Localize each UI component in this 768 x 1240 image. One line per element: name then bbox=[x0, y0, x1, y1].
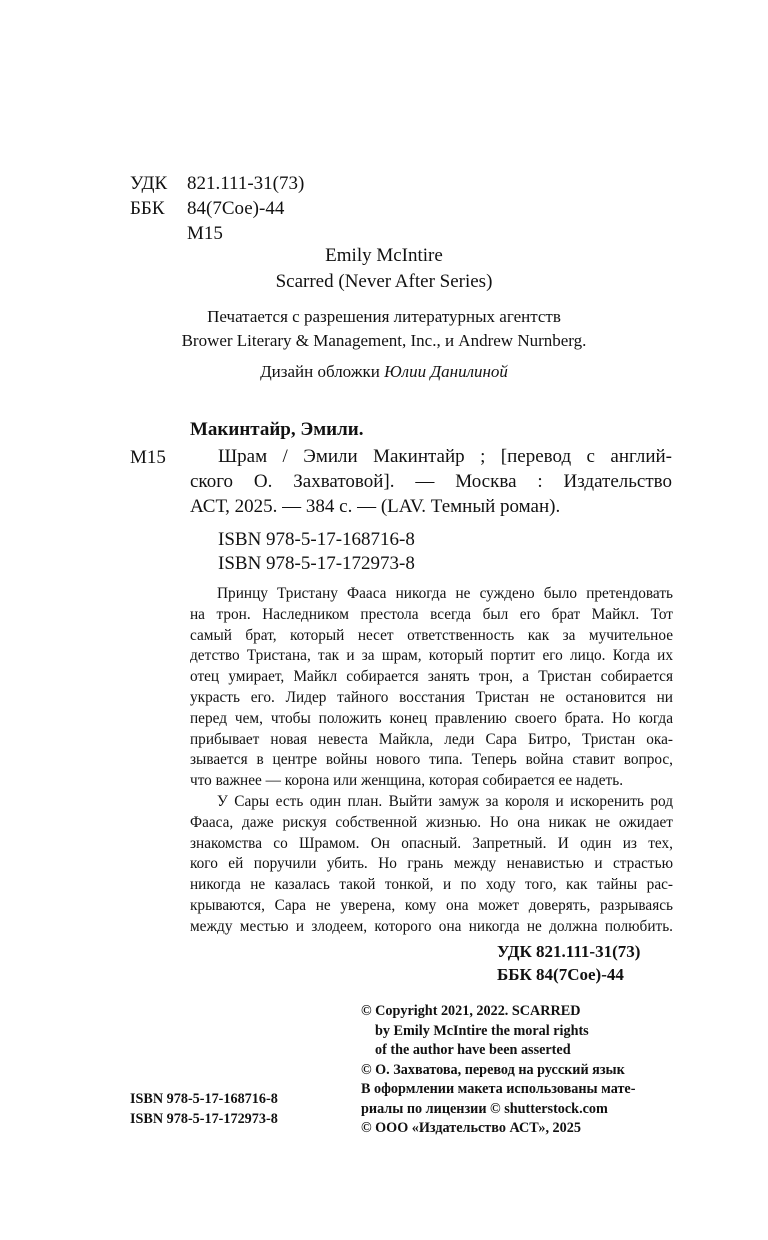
entry-line: АСТ, 2025. — 384 с. — (LAV. Темный роман). bbox=[190, 496, 561, 517]
permission-line-1: Печатается с разрешения литературных агентств bbox=[207, 307, 561, 326]
entry-isbn: ISBN 978-5-17-172973-8 bbox=[218, 553, 415, 574]
annotation-line: перед чем, чтобы положить конец правлению своего брата. Но когда bbox=[190, 709, 673, 727]
bbk-row bbox=[130, 196, 304, 221]
annotation-line: прибывает новая невеста Майкла, леди Сара Битро, Тристан ока- bbox=[190, 730, 673, 748]
copyright-line: © О. Захватова, перевод на русский язык bbox=[361, 1061, 625, 1078]
annotation-line: украсть его. Лидер тайного восстания Тристан не остановится ни bbox=[190, 688, 673, 706]
cover-designer: Юлии Данилиной bbox=[384, 362, 508, 381]
copyright-line: © Copyright 2021, 2022. SCARRED bbox=[361, 1003, 581, 1019]
original-author: Emily McIntire bbox=[325, 245, 443, 266]
entry-mark: М15 bbox=[130, 447, 166, 468]
annotation-line: зывается в центре войны нового типа. Теперь война ставит вопрос, bbox=[190, 751, 673, 769]
entry-isbn-block bbox=[218, 528, 415, 576]
codes-right bbox=[497, 940, 640, 986]
annotation-line: отец умирает, Майкл собирается занять трон, а Тристан собирается bbox=[190, 668, 673, 686]
copyright-block bbox=[361, 1002, 635, 1139]
copyright-line: by Emily McIntire the moral rights bbox=[375, 1022, 589, 1039]
bbk-code: ББК 84(7Сое)-44 bbox=[497, 965, 624, 984]
original-title: Scarred (Never After Series) bbox=[275, 271, 493, 292]
annotation-line: крываются, Сара не уверена, кому она может доверять, разрываясь bbox=[190, 896, 673, 914]
entry-line: Шрам / Эмили Макинтайр ; [перевод с англий- bbox=[218, 446, 672, 467]
annotation-line: У Сары есть один план. Выйти замуж за короля и искоренить род bbox=[217, 792, 673, 810]
udk-row bbox=[130, 171, 304, 196]
annotation bbox=[190, 584, 673, 938]
annotation-line: знакомства со Шрамом. Он опасный. Запретный. И один из тех, bbox=[190, 834, 673, 852]
bottom-isbn: ISBN 978-5-17-168716-8 bbox=[130, 1091, 278, 1107]
bbk-label: ББК bbox=[130, 198, 165, 219]
cover-design-label: Дизайн обложки bbox=[260, 362, 380, 381]
annotation-line: что важнее — корона или женщина, которая собирается ее надеть. bbox=[190, 772, 624, 790]
author-mark: М15 bbox=[187, 223, 223, 244]
udk-value: 821.111-31(73) bbox=[187, 173, 305, 194]
permission-line-2: Brower Literary & Management, Inc., и Andrew Nurnberg. bbox=[181, 331, 587, 350]
annotation-line: Фааса, даже рискуя собственной жизнью. Но она никак не ожидает bbox=[190, 813, 673, 831]
copyright-line: риалы по лицензии © shutterstock.com bbox=[361, 1100, 608, 1117]
classification-block bbox=[130, 171, 304, 246]
bbk-value: 84(7Сое)-44 bbox=[187, 198, 285, 219]
cover-design-credit bbox=[0, 362, 768, 382]
udk-code: УДК 821.111-31(73) bbox=[497, 942, 641, 961]
entry-line: ского О. Захватовой]. — Москва : Издательство bbox=[190, 471, 672, 492]
annotation-line: Принцу Тристану Фааса никогда не суждено было претендовать bbox=[217, 585, 673, 602]
copyright-line: of the author have been asserted bbox=[375, 1042, 571, 1058]
bottom-isbn: ISBN 978-5-17-172973-8 bbox=[130, 1110, 278, 1127]
annotation-line: между местью и злодеем, которого она никогда не должна полюбить. bbox=[190, 917, 673, 935]
annotation-line: самый брат, который несет ответственность как за мучительное bbox=[190, 626, 673, 644]
udk-label: УДК bbox=[130, 173, 168, 194]
copyright-line: © ООО «Издательство АСТ», 2025 bbox=[361, 1120, 581, 1136]
annotation-line: кого ей поручили убить. Но грань между ненавистью и страстью bbox=[190, 855, 673, 873]
annotation-line: детство Тристана, так и за шрам, который портит его лицо. Когда их bbox=[190, 647, 673, 665]
copyright-line: В оформлении макета использованы мате- bbox=[361, 1081, 636, 1097]
annotation-line: на трон. Наследником престола всегда был его брат Майкл. Тот bbox=[190, 605, 673, 623]
annotation-line: никогда не казалась такой тонкой, и по ходу того, как тайны рас- bbox=[190, 876, 673, 894]
entry-author-heading: Макинтайр, Эмили. bbox=[190, 419, 364, 440]
entry-isbn: ISBN 978-5-17-168716-8 bbox=[218, 529, 415, 550]
bottom-isbn-block bbox=[130, 1090, 278, 1129]
entry-description bbox=[190, 444, 672, 519]
